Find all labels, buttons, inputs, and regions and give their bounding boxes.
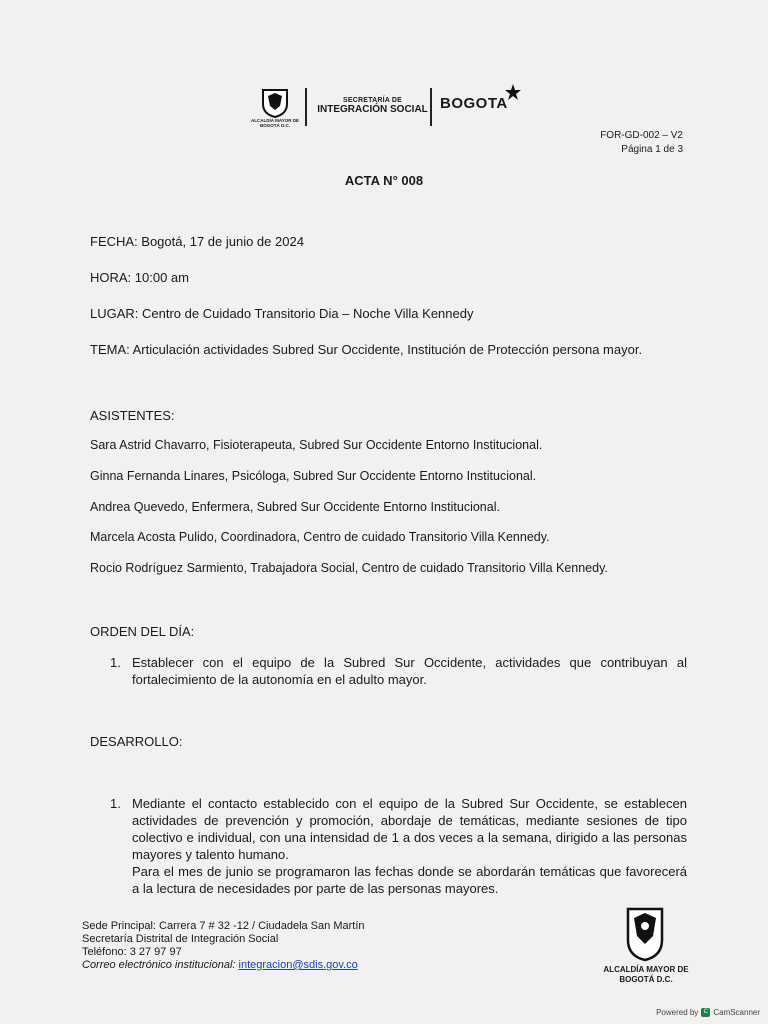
- hora-field: HORA: 10:00 am: [90, 270, 189, 285]
- page-indicator: Página 1 de 3: [621, 144, 683, 155]
- desarrollo-heading: DESARROLLO:: [90, 734, 183, 749]
- bogota-logo-text: BOGOTA: [440, 95, 508, 112]
- email-link[interactable]: integracion@sdis.gov.co: [238, 959, 358, 971]
- orden-heading: ORDEN DEL DÍA:: [90, 624, 195, 639]
- desarrollo-list: [90, 795, 687, 897]
- lugar-field: LUGAR: Centro de Cuidado Transitorio Dia – Noche Villa Kennedy: [90, 306, 474, 321]
- list-item: [90, 795, 687, 897]
- header-divider: [305, 88, 307, 126]
- doc-code: FOR-GD-002 – V2: [600, 130, 683, 141]
- bogota-logo: [440, 95, 508, 112]
- desarrollo-text: Mediante el contacto establecido con el equipo de la Subred Sur Occidente, se establecen actividades de prevención y promoción, abordaje de temáticas, mediante sesiones de tipo colectivo e individual, con una intensidad de 1 a dos veces a la semana, dirigido a las personas mayores y talento humano.: [132, 796, 687, 862]
- secretaria-logo: [315, 97, 430, 115]
- asistentes-heading: ASISTENTES:: [90, 408, 175, 423]
- crest-caption: ALCALDÍA MAYOR DE BOGOTÁ D.C.: [251, 118, 299, 128]
- camscanner-icon: C: [701, 1008, 710, 1017]
- list-item: [90, 654, 687, 688]
- desarrollo-paragraph: Para el mes de junio se programaron las fechas donde se abordarán temáticas que favorecerá a la lectura de necesidades por parte de las personas mayores.: [132, 864, 687, 896]
- attendee-item: Sara Astrid Chavarro, Fisioterapeuta, Subred Sur Occidente Entorno Institucional.: [90, 438, 543, 452]
- list-text: Establecer con el equipo de la Subred Sur Occidente, actividades que contribuyan al fortalecimiento de la autonomía en el adulto mayor.: [132, 655, 687, 687]
- camscanner-label: CamScanner: [713, 1008, 760, 1017]
- secretaria-big: INTEGRACIÓN SOCIAL: [317, 104, 428, 115]
- scanner-watermark: [656, 1008, 760, 1017]
- footer: [82, 920, 365, 972]
- fecha-field: FECHA: Bogotá, 17 de junio de 2024: [90, 234, 304, 249]
- seal-caption: ALCALDÍA MAYOR DE BOGOTÁ D.C.: [603, 965, 689, 984]
- header-divider: [430, 88, 432, 126]
- orden-list: [90, 654, 687, 688]
- footer-email: [82, 959, 365, 972]
- attendee-item: Andrea Quevedo, Enfermera, Subred Sur Occidente Entorno Institucional.: [90, 500, 500, 514]
- list-number: 1.: [110, 655, 121, 670]
- footer-secretaria: Secretaría Distrital de Integración Social: [82, 933, 279, 945]
- footer-sede: Sede Principal: Carrera 7 # 32 -12 / Ciudadela San Martín: [82, 920, 365, 932]
- powered-label: Powered by: [656, 1008, 699, 1017]
- secretaria-small: SECRETARÍA DE: [343, 97, 402, 104]
- email-label: Correo electrónico institucional:: [82, 959, 236, 971]
- alcaldia-seal-icon: [625, 906, 665, 962]
- list-number: 1.: [110, 796, 121, 811]
- footer-telefono: Teléfono: 3 27 97 97: [82, 946, 182, 958]
- attendee-item: Ginna Fernanda Linares, Psicóloga, Subred Sur Occidente Entorno Institucional.: [90, 469, 537, 483]
- attendee-item: Marcela Acosta Pulido, Coordinadora, Centro de cuidado Transitorio Villa Kennedy.: [90, 530, 550, 544]
- tema-field: TEMA: Articulación actividades Subred Sur Occidente, Institución de Protección persona mayor.: [90, 342, 643, 357]
- list-text: [132, 795, 687, 897]
- attendee-item: Rocio Rodríguez Sarmiento, Trabajadora Social, Centro de cuidado Transitorio Villa Kennedy.: [90, 561, 608, 575]
- document-code: [600, 129, 683, 157]
- star-icon: [504, 83, 522, 101]
- page-title: ACTA N° 008: [344, 173, 424, 188]
